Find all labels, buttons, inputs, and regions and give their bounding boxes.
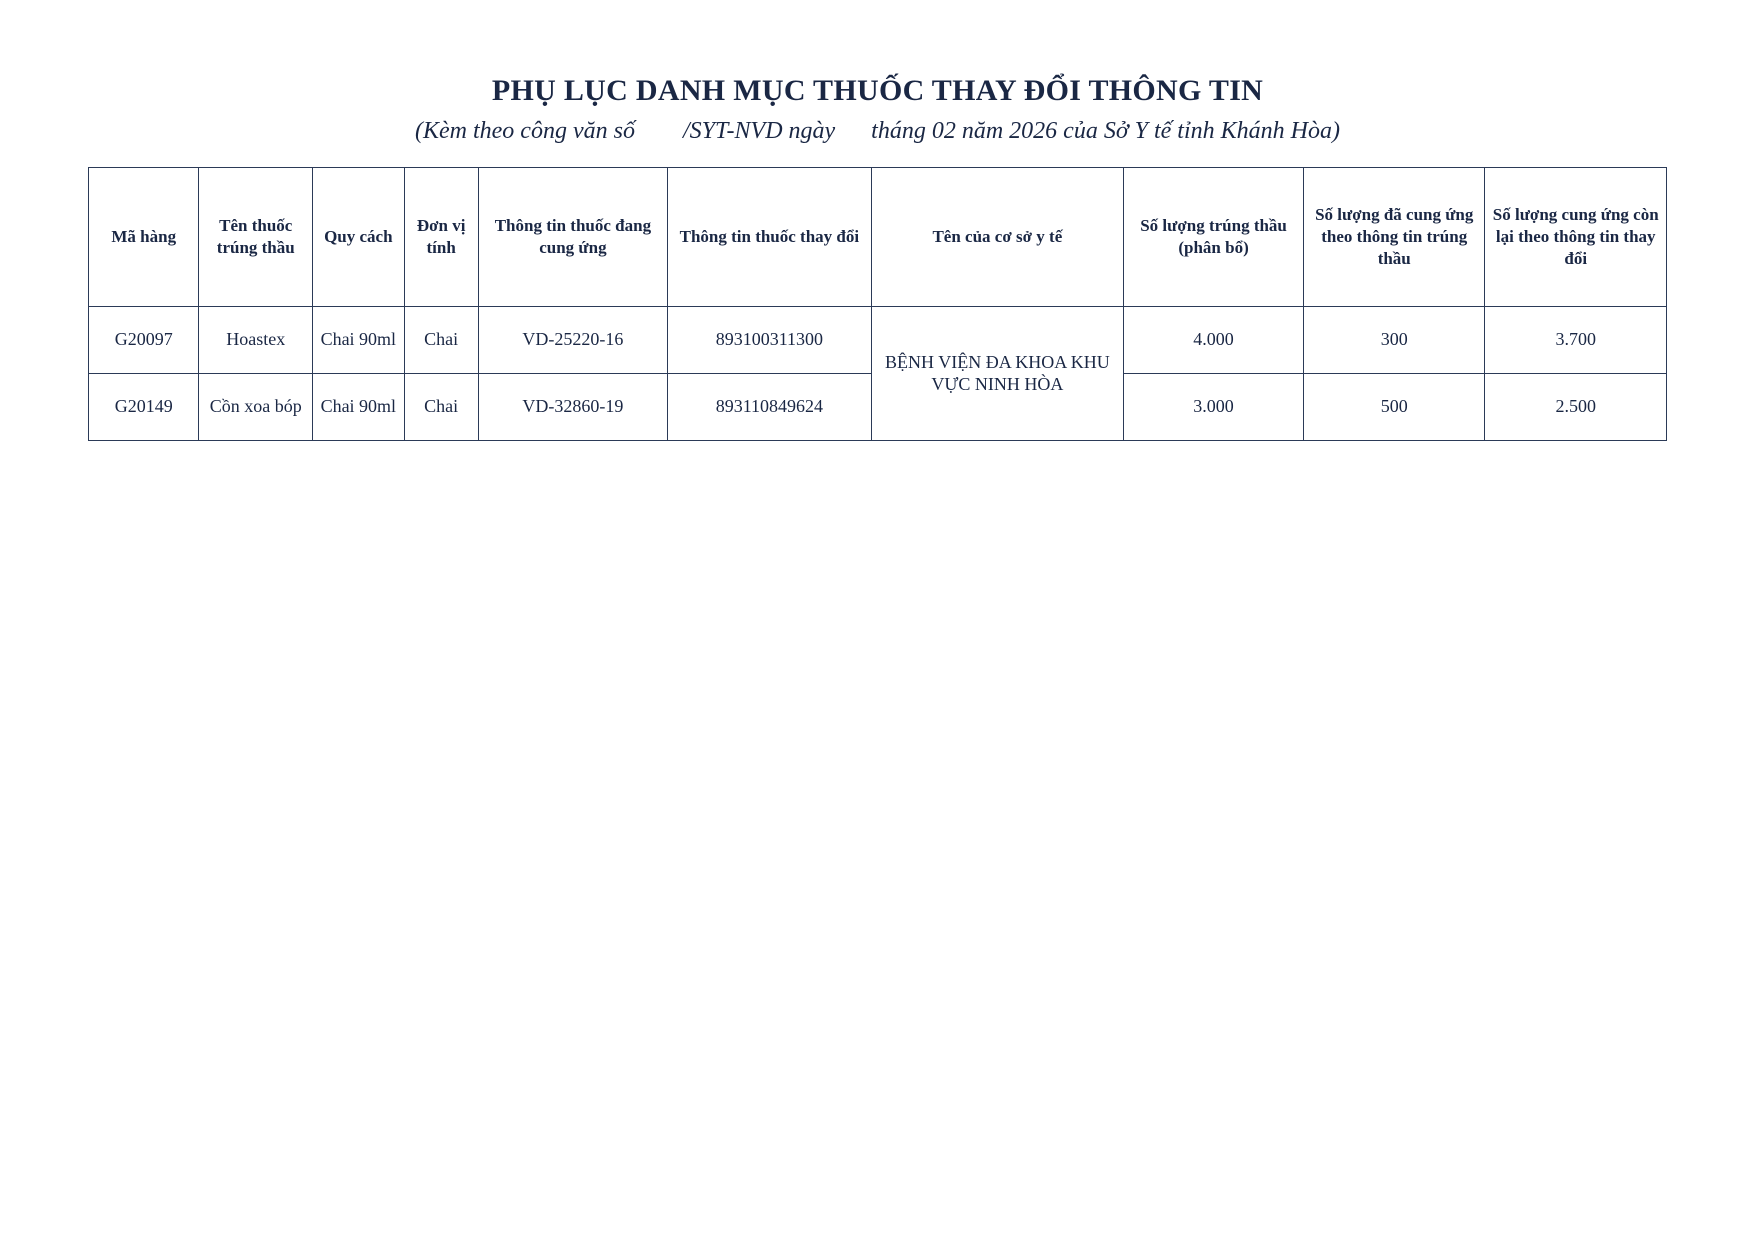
column-header-ten-thuoc: Tên thuốc trúng thầu [199, 167, 313, 306]
cell-so-luong-da-cung-ung: 300 [1304, 306, 1485, 373]
cell-don-vi-tinh: Chai [404, 373, 478, 440]
column-header-so-luong-trung-thau: Số lượng trúng thầu (phân bổ) [1124, 167, 1304, 306]
table-header [89, 167, 1667, 306]
cell-co-so-y-te: BỆNH VIỆN ĐA KHOA KHU VỰC NINH HÒA [871, 306, 1123, 440]
column-header-thong-tin-thay-doi: Thông tin thuốc thay đổi [668, 167, 872, 306]
cell-don-vi-tinh: Chai [404, 306, 478, 373]
column-header-don-vi-tinh: Đơn vị tính [404, 167, 478, 306]
cell-quy-cach: Chai 90ml [313, 306, 405, 373]
cell-so-luong-da-cung-ung: 500 [1304, 373, 1485, 440]
cell-so-luong-con-lai: 3.700 [1485, 306, 1667, 373]
cell-thong-tin-dang-cung-ung: VD-32860-19 [478, 373, 667, 440]
column-header-thong-tin-dang-cung-ung: Thông tin thuốc đang cung ứng [478, 167, 667, 306]
column-header-so-luong-da-cung-ung: Số lượng đã cung ứng theo thông tin trúng thầu [1304, 167, 1485, 306]
column-header-co-so-y-te: Tên của cơ sở y tế [871, 167, 1123, 306]
document-subtitle: (Kèm theo công văn số /SYT-NVD ngày tháng 02 năm 2026 của Sở Y tế tỉnh Khánh Hòa) [415, 117, 1340, 144]
cell-so-luong-con-lai: 2.500 [1485, 373, 1667, 440]
drug-change-table [88, 167, 1667, 441]
page-title: PHỤ LỤC DANH MỤC THUỐC THAY ĐỔI THÔNG TIN [491, 74, 1264, 107]
column-header-so-luong-con-lai: Số lượng cung ứng còn lại theo thông tin thay đổi [1485, 167, 1667, 306]
cell-ten-thuoc: Cồn xoa bóp [199, 373, 313, 440]
document-page [0, 0, 1755, 441]
cell-thong-tin-thay-doi: 893110849624 [668, 373, 872, 440]
table-body [89, 306, 1667, 440]
cell-ten-thuoc: Hoastex [199, 306, 313, 373]
table-row [89, 306, 1667, 373]
cell-so-luong-trung-thau: 3.000 [1124, 373, 1304, 440]
column-header-quy-cach: Quy cách [313, 167, 405, 306]
cell-quy-cach: Chai 90ml [313, 373, 405, 440]
table-header-row [89, 167, 1667, 306]
cell-thong-tin-dang-cung-ung: VD-25220-16 [478, 306, 667, 373]
column-header-ma-hang: Mã hàng [89, 167, 199, 306]
cell-ma-hang: G20149 [89, 373, 199, 440]
cell-thong-tin-thay-doi: 893100311300 [668, 306, 872, 373]
cell-so-luong-trung-thau: 4.000 [1124, 306, 1304, 373]
cell-ma-hang: G20097 [89, 306, 199, 373]
